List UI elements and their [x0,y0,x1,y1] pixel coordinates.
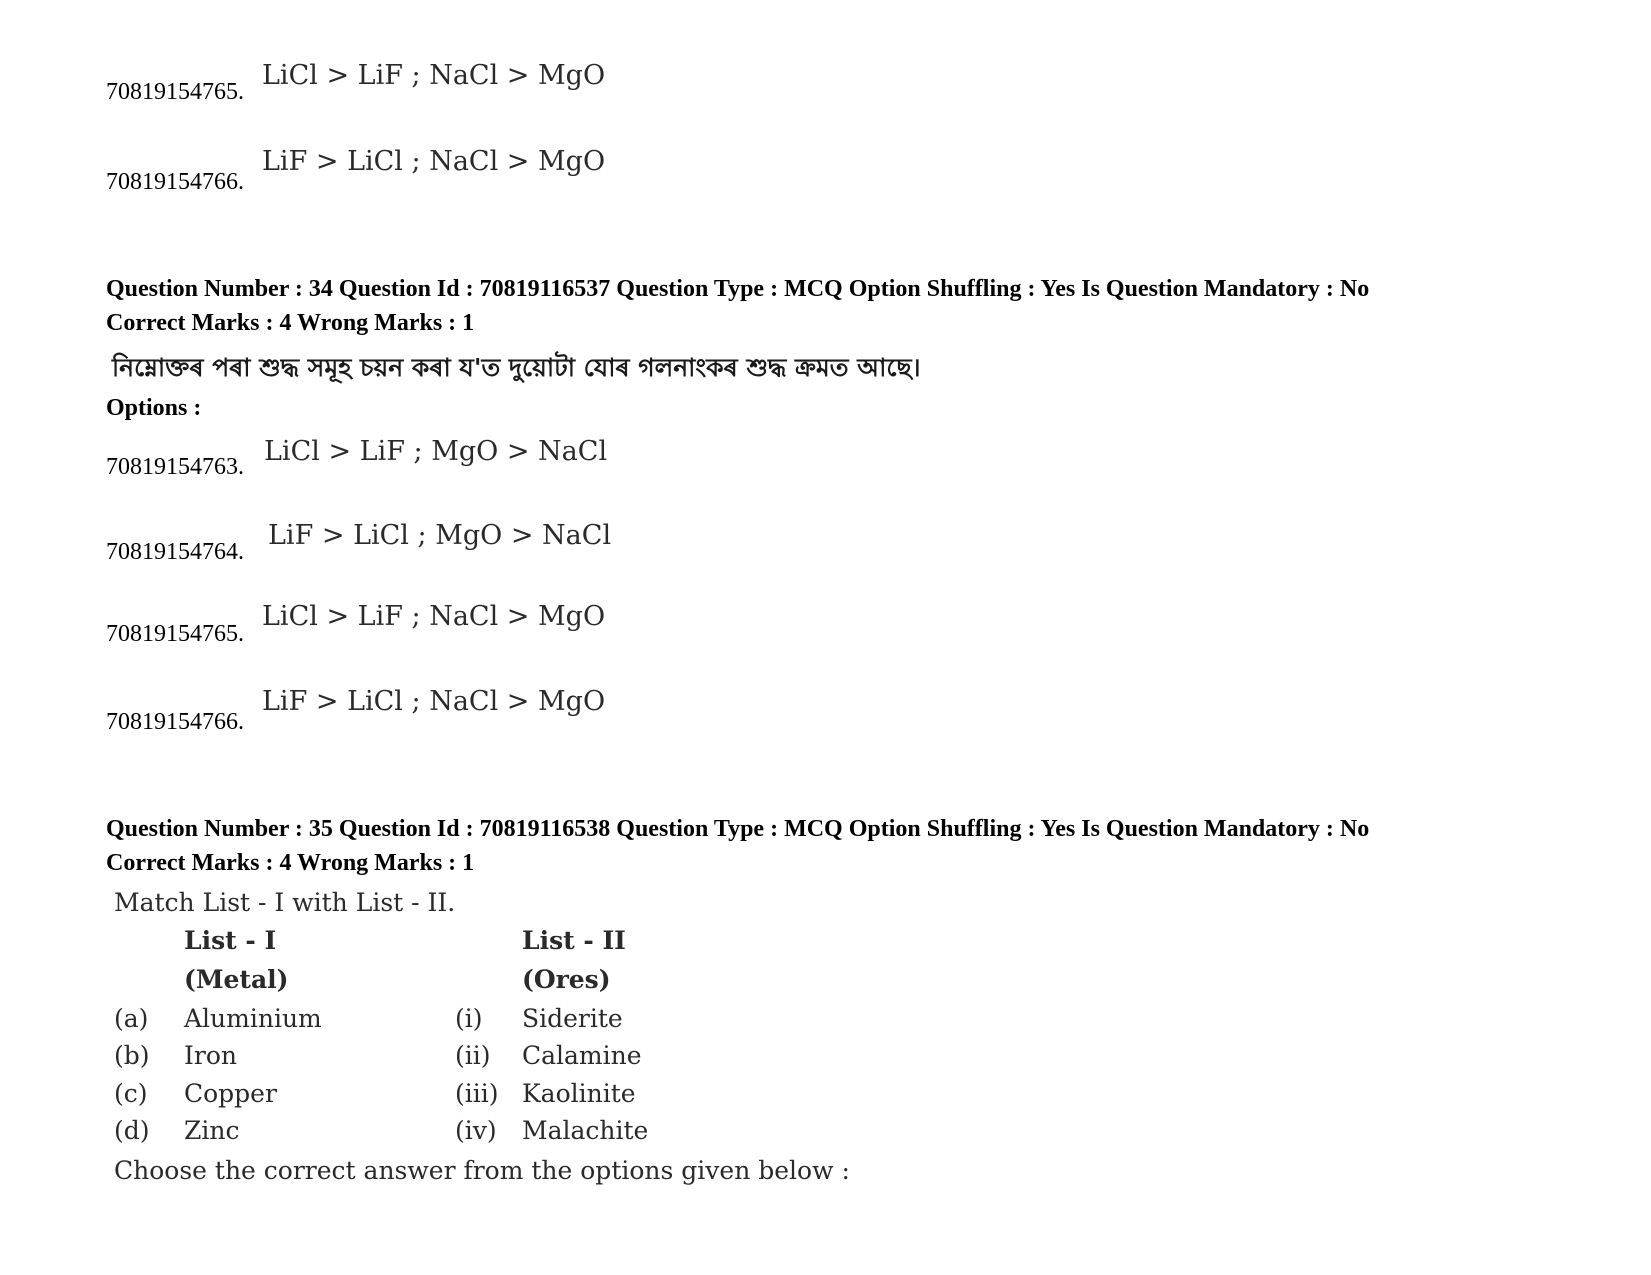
marks-line: Correct Marks : 4 Wrong Marks : 1 [106,310,475,336]
list2-value: Kaolinite [522,1079,636,1108]
options-label: Options : [106,395,202,421]
list1-key: (d) [114,1116,150,1145]
option-id: 70819154765. [106,621,244,647]
list1-value: Iron [184,1041,237,1070]
option-text: LiCl > LiF ; NaCl > MgO [262,60,606,91]
list1-key: (c) [114,1079,148,1108]
list2-key: (iii) [455,1079,499,1108]
match-footer: Choose the correct answer from the options given below : [114,1156,850,1185]
list1-key: (b) [114,1041,150,1070]
list2-value: Calamine [522,1041,642,1070]
option-text: LiF > LiCl ; NaCl > MgO [262,686,606,717]
question-header: Question Number : 34 Question Id : 70819116537 Question Type : MCQ Option Shuffling : Yes Is Question Mandatory : No [106,276,1370,302]
option-text: LiF > LiCl ; MgO > NaCl [268,520,612,551]
match-intro: Match List - I with List - II. [114,888,456,917]
list1-value: Aluminium [184,1004,322,1033]
option-id: 70819154764. [106,539,244,565]
list1-value: Zinc [184,1116,240,1145]
option-id: 70819154763. [106,454,244,480]
option-id: 70819154765. [106,79,244,105]
list2-value: Malachite [522,1116,649,1145]
marks-line: Correct Marks : 4 Wrong Marks : 1 [106,850,475,876]
option-text: LiCl > LiF ; MgO > NaCl [264,436,608,467]
question-text: নিম্নোক্তৰ পৰা শুদ্ধ সমূহ চয়ন কৰা য'ত দুয়োটা যোৰ গলনাংকৰ শুদ্ধ ক্ৰমত আছে। [112,353,921,382]
list2-key: (i) [455,1004,483,1033]
list2-subtitle: (Ores) [522,965,611,994]
option-id: 70819154766. [106,709,244,735]
list1-subtitle: (Metal) [184,965,289,994]
list2-value: Siderite [522,1004,623,1033]
question-header: Question Number : 35 Question Id : 70819116538 Question Type : MCQ Option Shuffling : Yes Is Question Mandatory : No [106,816,1370,842]
list2-key: (iv) [455,1116,497,1145]
list1-value: Copper [184,1079,277,1108]
list1-title: List - I [184,926,277,955]
list2-key: (ii) [455,1041,491,1070]
list2-title: List - II [522,926,626,955]
option-id: 70819154766. [106,169,244,195]
option-text: LiCl > LiF ; NaCl > MgO [262,601,606,632]
list1-key: (a) [114,1004,149,1033]
option-text: LiF > LiCl ; NaCl > MgO [262,146,606,177]
